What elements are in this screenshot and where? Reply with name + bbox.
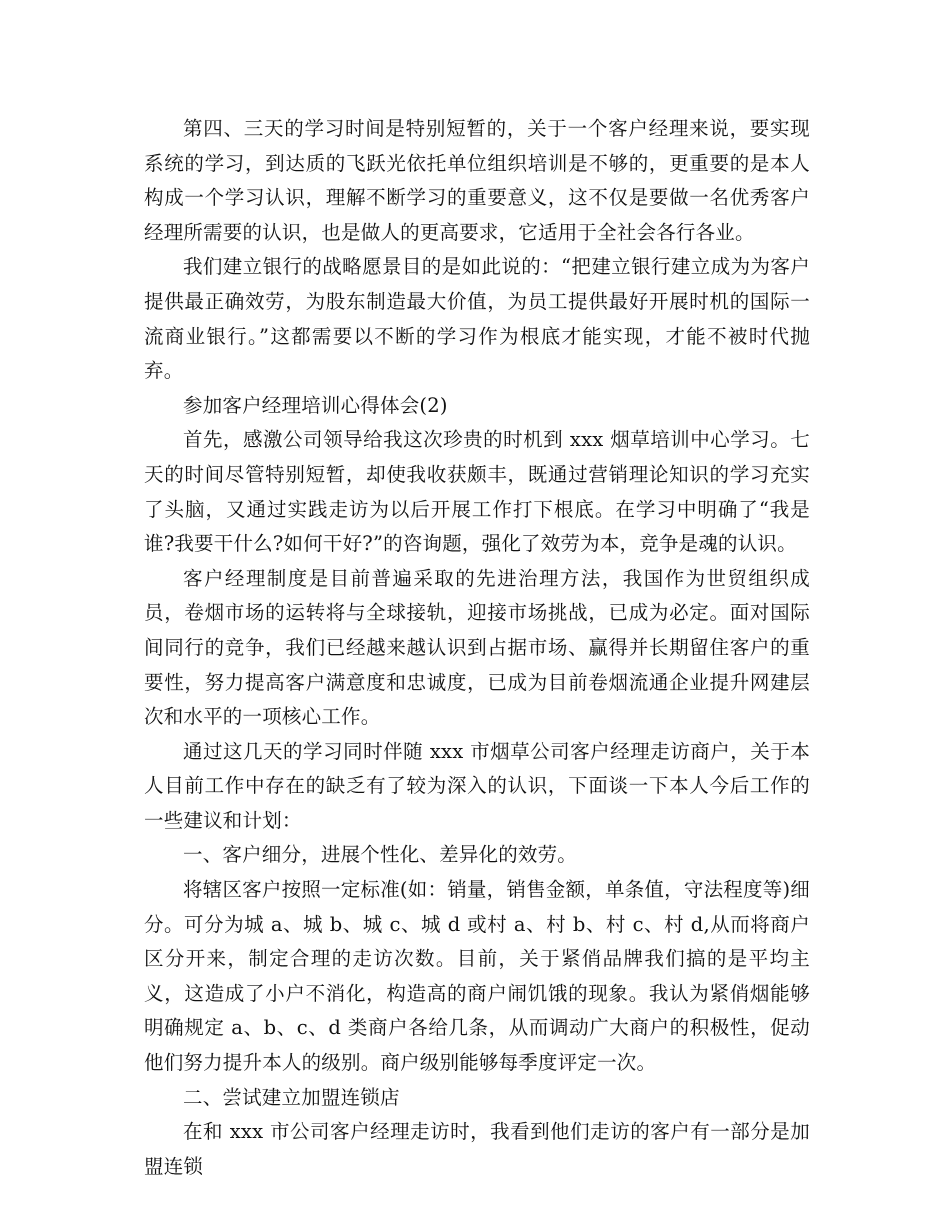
paragraph-gratitude: 首先，感激公司领导给我这次珍贵的时机到 xxx 烟草培训中心学习。七天的时间尽管特别短暂，却使我收获颇丰，既通过营销理论知识的学习充实了头脑，又通过实践走访为以后开展工作打下根底。在学习中明确了“我是谁?我要干什么?如何干好?”的咨询题，强化了效劳为本，竞争是魂的认识。: [144, 428, 810, 556]
paragraph-work-plan-intro: 通过这几天的学习同时伴随 xxx 市烟草公司客户经理走访商户，关于本人目前工作中存在的缺乏有了较为深入的认识，下面谈一下本人今后工作的一些建议和计划：: [144, 739, 810, 832]
subheading-customer-segmentation: 一、客户细分，进展个性化、差异化的效劳。: [183, 843, 578, 867]
subheading-franchise-chain: 二、尝试建立加盟连锁店: [183, 1085, 400, 1109]
document-page: [144, 112, 810, 1184]
paragraph-segmentation-detail: 将辖区客户按照一定标准(如：销量，销售金额，单条值，守法程度等)细分。可分为城 a、城 b、城 c、城 d 或村 a、村 b、村 c、村 d,从而将商户区分开来，制定合理的走访次数。目前，关于紧俏品牌我们搞的是平均主义，这造成了小户不消化，构造高的商户闹饥饿的现象。我认为紧俏烟能够明确规定 a、b、c、d 类商户各给几条，从而调动广大商户的积极性，促动他们努力提升本人的级别。商户级别能够每季度评定一次。: [144, 878, 810, 1075]
paragraph-learning-time: 第四、三天的学习时间是特别短暂的，关于一个客户经理来说，要实现系统的学习，到达质的飞跃光依托单位组织培训是不够的，更重要的是本人构成一个学习认识，理解不断学习的重要意义，这不仅是要做一名优秀客户经理所需要的认识，也是做人的更高要求，它适用于全社会各行各业。: [144, 117, 810, 244]
section-heading: 参加客户经理培训心得体会(2): [183, 393, 448, 417]
paragraph-bank-vision: 我们建立银行的战略愿景目的是如此说的：“把建立银行建立成为为客户提供最正确效劳，为股东制造最大价值，为员工提供最好开展时机的国际一流商业银行。”这都需要以不断的学习作为根底才能实现，才能不被时代抛弃。: [144, 255, 810, 383]
paragraph-manager-system: 客户经理制度是目前普遍采取的先进治理方法，我国作为世贸组织成员，卷烟市场的运转将与全球接轨，迎接市场挑战，已成为必定。面对国际间同行的竞争，我们已经越来越认识到占据市场、赢得并长期留住客户的重要性，努力提高客户满意度和忠诚度，已成为目前卷烟流通企业提升网建层次和水平的一项核心工作。: [144, 566, 810, 729]
paragraph-franchise-detail: 在和 xxx 市公司客户经理走访时，我看到他们走访的客户有一部分是加盟连锁: [144, 1120, 810, 1178]
